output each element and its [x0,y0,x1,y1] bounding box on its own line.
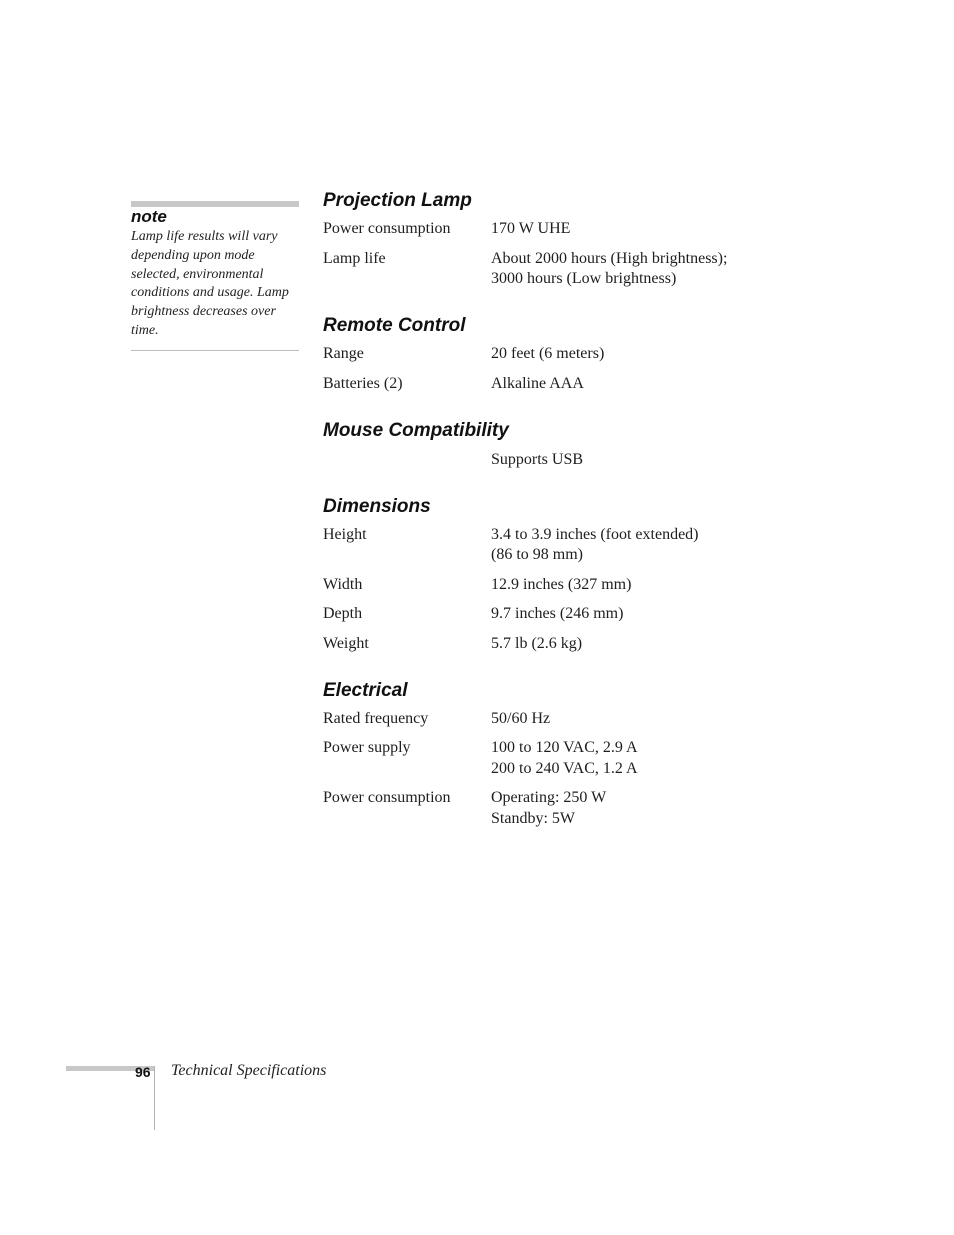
spec-value: 12.9 inches (327 mm) [491,576,632,593]
section-title-dimensions: Dimensions [323,496,431,517]
section-title-electrical: Electrical [323,680,408,701]
spec-label: Rated frequency [323,710,429,727]
spec-value: About 2000 hours (High brightness); [491,250,728,267]
section-title-projection-lamp: Projection Lamp [323,190,472,211]
spec-value: Supports USB [491,451,584,468]
spec-value: 50/60 Hz [491,710,551,727]
spec-value: Alkaline AAA [491,375,584,392]
spec-value: Standby: 5W [491,810,575,827]
spec-value: 9.7 inches (246 mm) [491,605,624,622]
spec-value: 5.7 lb (2.6 kg) [491,635,583,652]
spec-label: Weight [323,635,369,652]
spec-label: Power consumption [323,220,451,237]
spec-label: Range [323,345,364,362]
note-divider [131,350,299,351]
spec-label: Power consumption [323,789,451,806]
spec-label: Width [323,576,363,593]
spec-value: (86 to 98 mm) [491,546,583,563]
note-title: note [131,207,167,226]
spec-label: Height [323,526,367,543]
spec-value: 200 to 240 VAC, 1.2 A [491,760,638,777]
section-title-mouse-compatibility: Mouse Compatibility [323,420,509,441]
spec-value: Operating: 250 W [491,789,607,806]
spec-value: 100 to 120 VAC, 2.9 A [491,739,638,756]
note-text: Lamp life results will vary depending upon mode selected, environmental conditions and usage. Lamp brightness decreases over time. [131,229,289,338]
spec-value: 3000 hours (Low brightness) [491,270,677,287]
spec-label: Lamp life [323,250,386,267]
footer-divider [154,1066,155,1130]
section-title-remote-control: Remote Control [323,315,466,336]
footer-section-title: Technical Specifications [171,1062,327,1079]
page-number: 96 [135,1064,151,1080]
spec-label: Power supply [323,739,411,756]
spec-label: Depth [323,605,363,622]
spec-value: 20 feet (6 meters) [491,345,605,362]
spec-value: 170 W UHE [491,220,571,237]
spec-label: Batteries (2) [323,375,403,392]
spec-value: 3.4 to 3.9 inches (foot extended) [491,526,699,543]
